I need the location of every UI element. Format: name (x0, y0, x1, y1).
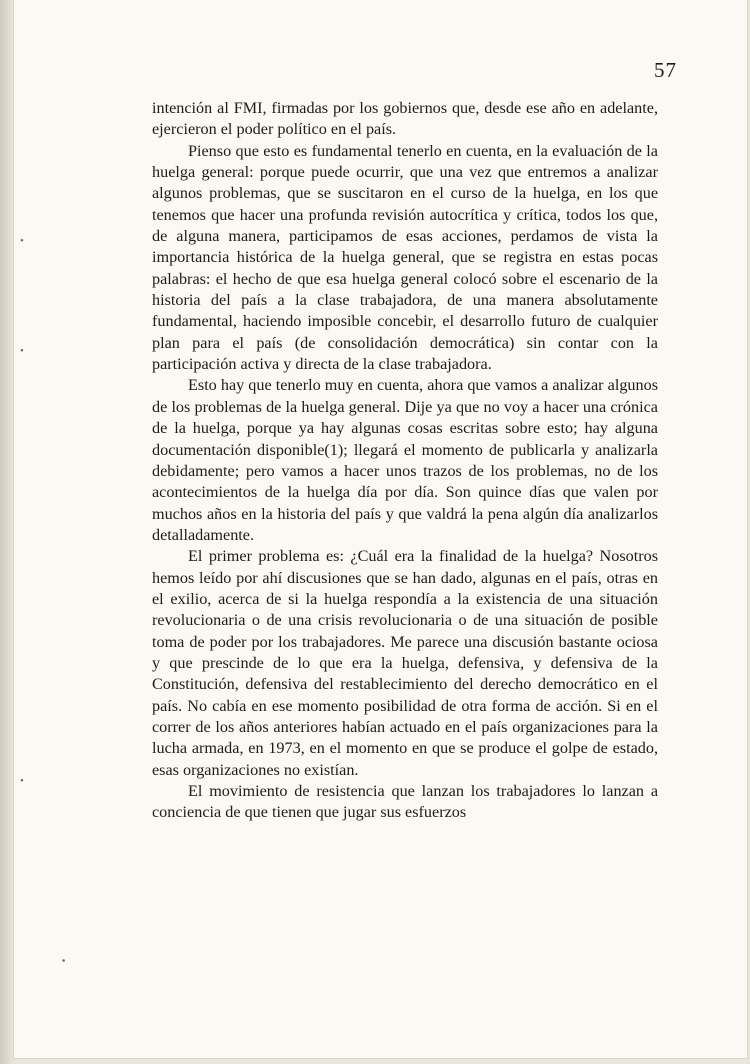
paragraph-2: Pienso que esto es fundamental tenerlo en cuenta, en la evaluación de la huelga general: porque puede ocurrir, que una vez que entremos a analizar algunos problemas, que se suscitaron en el curso de la huelga, en los que tenemos que hacer una profunda revisión autocrítica y crítica, todos los que, de alguna manera, participamos de esas acciones, perdamos de vista la importancia histórica de la huelga general, que se registra en estas pocas palabras: el hecho de que esa huelga general colocó sobre el escenario de la historia del país a la clase trabajadora, de una manera absolutamente fundamental, haciendo imposible concebir, el desarrollo futuro de cualquier plan para el país (de consolidación democrática) sin contar con la participación activa y directa de la clase trabajadora. (152, 141, 658, 374)
book-spine-shadow (0, 0, 14, 1064)
margin-speck: • (20, 345, 24, 357)
paragraph-4: El primer problema es: ¿Cuál era la finalidad de la huelga? Nosotros hemos leído por ahí discusiones que se han dado, algunas en el país, otras en el exilio, acerca de si la huelga respondía a la existencia de una situación revolucionaria o de una crisis revolucionaria o de una situación de posible toma de poder por los trabajadores. Me parece una discusión bastante ociosa y que prescinde de lo que era la huelga, defensiva, y defensiva de la Constitución, defensiva del restablecimiento del derecho democrático en el país. No cabía en ese momento posibilidad de otra forma de acción. Si en el correr de los años anteriores habían actuado en el país organizaciones para la lucha armada, en 1973, en el momento en que se produce el golpe de estado, esas organizaciones no existían. (152, 547, 658, 779)
paragraph-3: Esto hay que tenerlo muy en cuenta, ahora que vamos a analizar algunos de los problemas de la huelga general. Dije ya que no voy a hacer una crónica de la huelga, porque ya hay algunas cosas escritas sobre esto; hay alguna documentación disponible(1); llegará el momento de publicarla y analizarla debidamente; pero vamos a hacer unos trazos de los problemas, no de los acontecimientos de la huelga día por día. Son quince días que valen por muchos años en la historia del país y que valdrá la pena algún día analizarlos detalladamente. (152, 376, 658, 544)
book-page (14, 0, 747, 1058)
paragraph-1: intención al FMI, firmadas por los gobiernos que, desde ese año en adelante, ejercieron el poder político en el país. (152, 99, 658, 139)
margin-speck: • (20, 775, 24, 787)
margin-speck: • (20, 235, 24, 247)
margin-speck: • (59, 954, 69, 968)
body-text (152, 98, 658, 824)
page-number: 57 (654, 58, 677, 82)
paragraph-5: El movimiento de resistencia que lanzan los trabajadores lo lanzan a conciencia de que tienen que jugar sus esfuerzos (152, 782, 658, 822)
